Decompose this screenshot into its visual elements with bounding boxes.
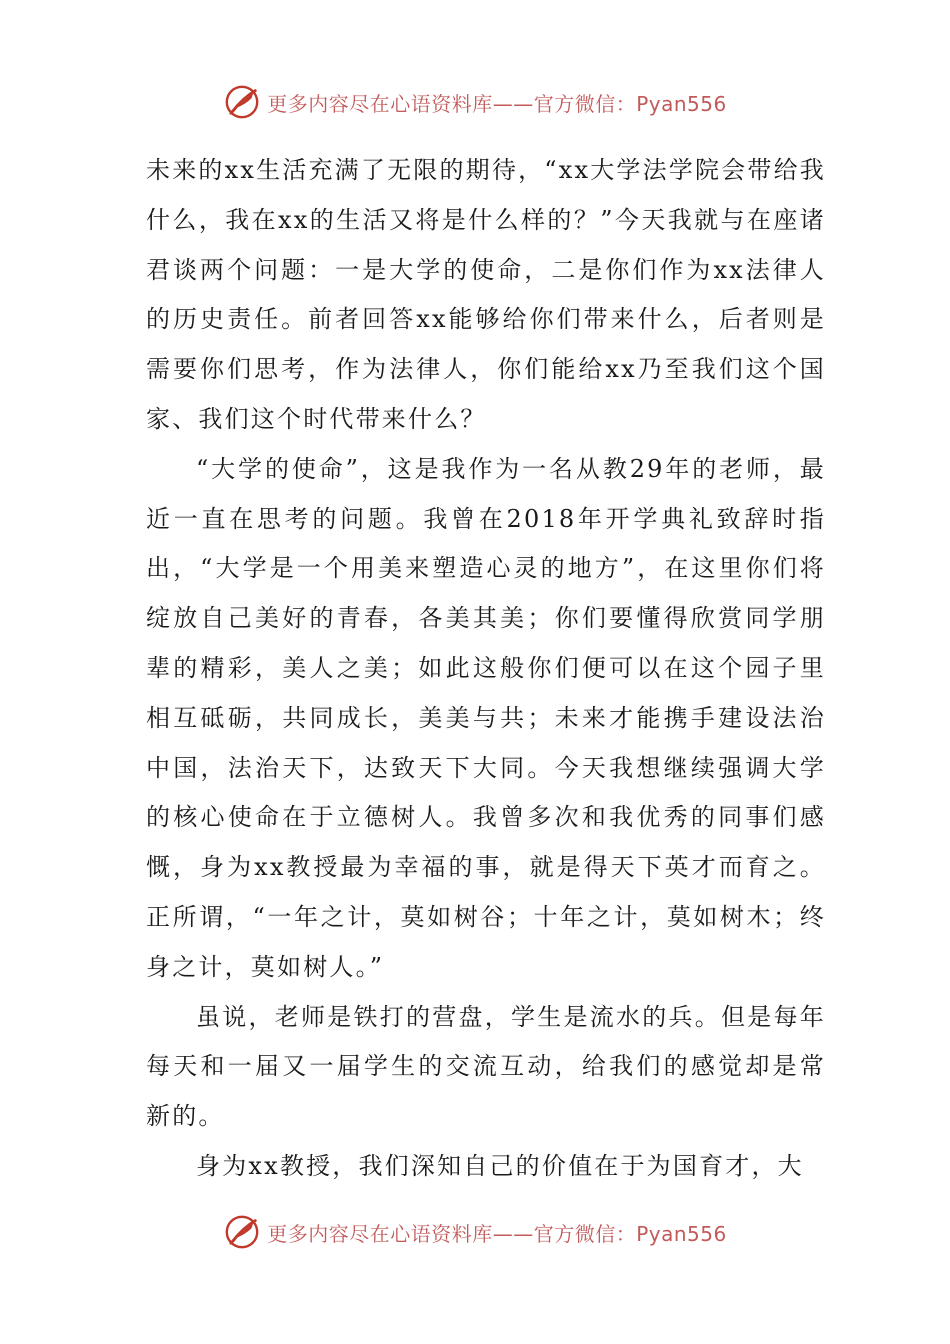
watermark-main-text: 更多内容尽在心语资料库 [267, 1221, 493, 1246]
header-watermark-banner [0, 80, 950, 124]
paragraph-2: “大学的使命”，这是我作为一名从教29年的老师，最近一直在思考的问题。我曾在2018年开学典礼致辞时指出，“大学是一个用美来塑造心灵的地方”，在这里你们将绽放自己美好的青春，各美其美；你们要懂得欣赏同学朋辈的精彩，美人之美；如此这般你们便可以在这个园子里相互砥砺，共同成长，美美与共；未来才能携手建设法治中国，法治天下，达致天下大同。今天我想继续强调大学的核心使命在于立德树人。我曾多次和我优秀的同事们感慨，身为xx教授最为幸福的事，就是得天下英才而育之。正所谓，“一年之计，莫如树谷；十年之计，莫如树木；终身之计，莫如树人。” [146, 454, 826, 981]
watermark-main-text: 更多内容尽在心语资料库 [267, 91, 493, 116]
quill-logo-icon [223, 83, 261, 121]
quill-logo-icon [223, 1213, 261, 1251]
paragraph-4: 身为xx教授，我们深知自己的价值在于为国育才，大 [196, 1151, 804, 1180]
watermark-dash: —— [492, 91, 534, 116]
document-body [146, 146, 826, 1192]
watermark-dash: —— [492, 1221, 534, 1246]
paragraph-3: 虽说，老师是铁打的营盘，学生是流水的兵。但是每年每天和一届又一届学生的交流互动，给我们的感觉却是常新的。 [146, 1002, 826, 1131]
watermark-contact: 官方微信：Pyan556 [533, 1221, 727, 1246]
watermark-text [267, 88, 727, 117]
watermark-text [267, 1218, 727, 1247]
paragraph-1: 未来的xx生活充满了无限的期待，“xx大学法学院会带给我什么，我在xx的生活又将是什么样的？”今天我就与在座诸君谈两个问题：一是大学的使命，二是你们作为xx法律人的历史责任。前者回答xx能够给你们带来什么，后者则是需要你们思考，作为法律人，你们能给xx乃至我们这个国家、我们这个时代带来什么？ [146, 156, 827, 433]
footer-watermark-banner [0, 1210, 950, 1254]
watermark-contact: 官方微信：Pyan556 [533, 91, 727, 116]
